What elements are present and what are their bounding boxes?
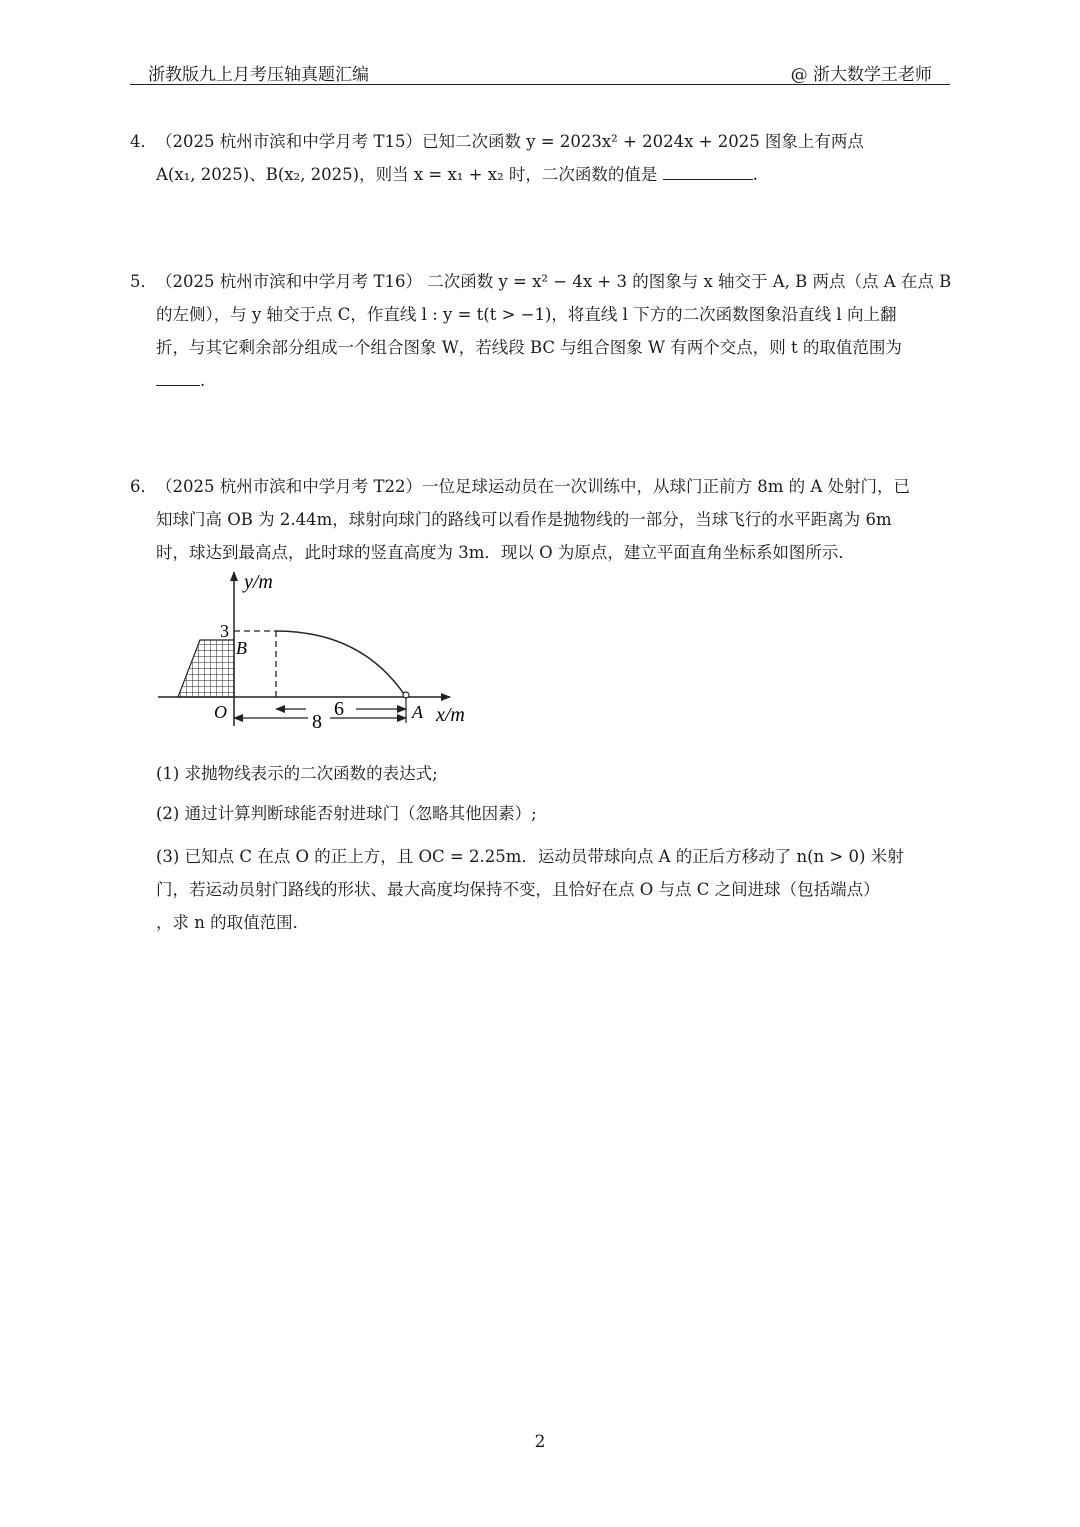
parabola <box>276 631 406 697</box>
question-text-line: A(x₁, 2025)、B(x₂, 2025)，则当 x = x₁ + x₂ 时，二次函数的值是 <box>156 165 658 184</box>
question-text-line: （2025 杭州市滨和中学月考 T15）已知二次函数 y = 2023x² + 2024x + 2025 图象上有两点 <box>156 132 864 151</box>
header-author: @ 浙大数学王老师 <box>790 65 932 85</box>
x-axis-label: x/m <box>436 704 465 726</box>
subquestion-line: ，求 n 的取值范围． <box>156 913 310 932</box>
question-text-line: （2025 杭州市滨和中学月考 T22）一位足球运动员在一次训练中，从球门正前方 8m 的 A 处射门，已 <box>156 477 911 496</box>
header-title: 浙教版九上月考压轴真题汇编 <box>148 65 369 85</box>
question-5 <box>130 265 955 397</box>
page-number: 2 <box>534 1432 546 1452</box>
label-b: B <box>236 638 247 658</box>
football-diagram <box>150 566 490 738</box>
subquestion-3 <box>156 840 956 939</box>
subquestion-line: 门，若运动员射门路线的形状、最大高度均保持不变，且恰好在点 O 与点 C 之间进球（包括端点） <box>156 880 880 899</box>
question-4 <box>130 125 955 191</box>
label-8: 8 <box>312 711 322 733</box>
question-number: 6． <box>130 477 157 496</box>
goal-net <box>178 640 234 697</box>
question-text-line: （2025 杭州市滨和中学月考 T16） 二次函数 y = x² − 4x + 3 的图象与 x 轴交于 A, B 两点（点 A 在点 B <box>156 272 952 291</box>
question-text-end: . <box>200 371 206 390</box>
subquestion-2: (2) 通过计算判断球能否射进球门（忽略其他因素）; <box>156 804 537 823</box>
question-text-line: 时，球达到最高点，此时球的竖直高度为 3m．现以 O 为原点，建立平面直角坐标系如图所示． <box>156 543 855 562</box>
label-a: A <box>412 702 423 722</box>
question-text-end: . <box>752 165 758 184</box>
answer-blank <box>663 159 753 180</box>
question-text-line: 折，与其它剩余部分组成一个组合图象 W，若线段 BC 与组合图象 W 有两个交点，则 t 的取值范围为 <box>156 338 902 357</box>
subquestion-1: (1) 求抛物线表示的二次函数的表达式; <box>156 764 438 783</box>
page-header <box>130 58 950 85</box>
question-text-line: 的左侧），与 y 轴交于点 C，作直线 l : y = t(t > −1)，将直线 l 下方的二次函数图象沿直线 l 向上翻 <box>156 305 897 324</box>
question-number: 5． <box>130 272 157 291</box>
question-text-line: 知球门高 OB 为 2.44m，球射向球门的路线可以看作是抛物线的一部分，当球飞行的水平距离为 6m <box>156 510 892 529</box>
y-axis-label: y/m <box>244 571 273 593</box>
question-6 <box>130 470 955 569</box>
label-o: O <box>214 702 227 722</box>
question-number: 4． <box>130 132 157 151</box>
label-3: 3 <box>220 621 229 641</box>
label-6: 6 <box>334 698 344 720</box>
subquestion-line: (3) 已知点 C 在点 O 的正上方，且 OC = 2.25m．运动员带球向点 A 的正后方移动了 n(n > 0) 米射 <box>156 847 904 866</box>
answer-blank <box>156 365 200 386</box>
